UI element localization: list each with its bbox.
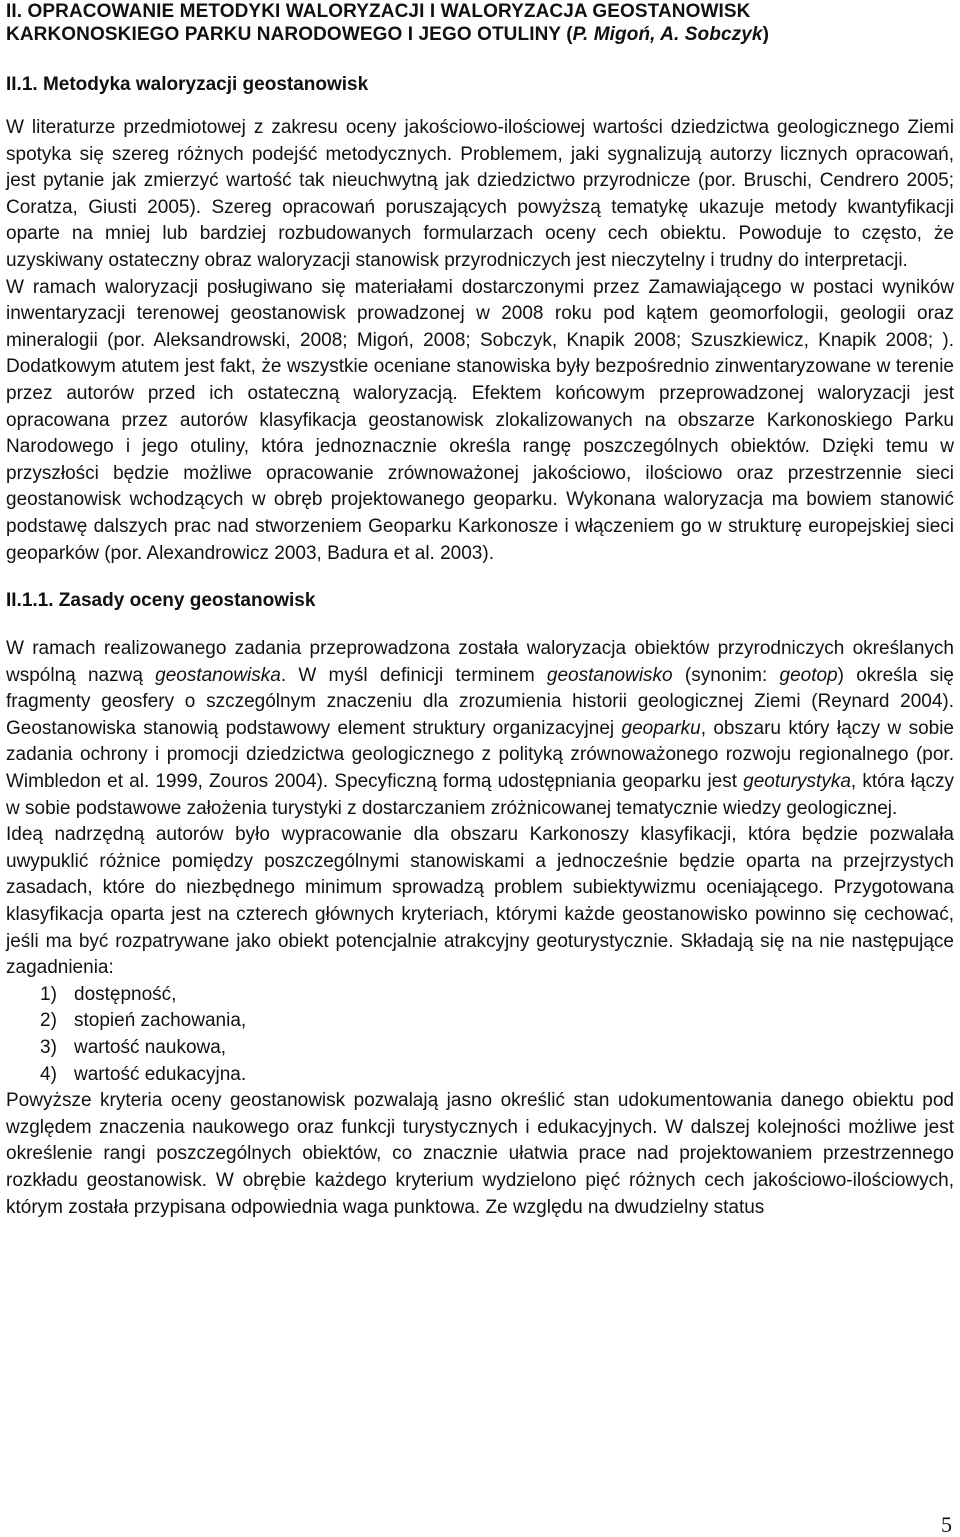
list-item-text: wartość edukacyjna.	[74, 1063, 247, 1085]
subsection-paragraph-3: Powyższe kryteria oceny geostanowisk pozwalają jasno określić stan udokumentowania danego obiektu pod względem znaczenia naukowego oraz funkcji turystycznych i edukacyjnych. W dalszej kolejności możliwe jest określenie rangi poszczególnych obiektów, co znacznie ułatwia prace nad projektowaniem przestrzennego rozkładu geostanowisk. W obrębie każdego kryterium wydzielono pięć różnych cech jakościowo-ilościowych, którym została przypisana odpowiednia waga punktowa. Ze względu na dwudzielny status	[6, 1090, 954, 1218]
text-run: . W myśl definicji terminem	[280, 664, 547, 686]
subsection-heading: II.1.1. Zasady oceny geostanowisk	[6, 590, 316, 612]
chapter-title-line2	[6, 23, 954, 46]
section-heading: II.1. Metodyka waloryzacji geostanowisk	[6, 74, 369, 95]
text-run: (synonim:	[672, 664, 780, 686]
chapter-authors: P. Migoń, A. Sobczyk	[572, 24, 763, 45]
chapter-title-main: KARKONOSKIEGO PARKU NARODOWEGO I JEGO OTULINY (	[6, 24, 573, 45]
list-item-number: 2)	[40, 1010, 57, 1032]
text-run: , obszaru który łączy w sobie zadania ochrony i promocji dziedzictwa geologicznego z polityką zrównoważonego rozwoju regionalnego (por. Wimbledon et al. 1999, Zouros 2004). Specyficzną formą udostępniania geoparku jest	[6, 717, 954, 793]
section-paragraph-1: W literaturze przedmiotowej z zakresu oceny jakościowo-ilościowej wartości dziedzictwa geologicznego Ziemi spotyka się szereg różnych podejść metodycznych. Problemem, jaki sygnalizują autorzy licznych opracowań, jest pytanie jak zmierzyć wartość tak nieuchwytną jak dziedzictwo przyrodnicze (por. Bruschi, Cendrero 2005; Coratza, Giusti 2005). Szereg opracowań poruszających powyższą tematykę ukazuje metody kwantyfikacji oparte na mniej lub bardziej rozbudowanych formularzach oceny cech obiektu. Powoduje to często, że uzyskiwany ostateczny obraz waloryzacji stanowisk przyrodniczych jest nieczytelny i trudny do interpretacji.	[6, 117, 954, 271]
term-geostanowisko: geostanowisko	[546, 664, 673, 686]
list-item-number: 1)	[40, 983, 57, 1005]
text-run: ) określa się fragmenty geosfery o szczególnym znaczeniu dla zrozumienia historii geologicznej Ziemi (Reynard 2004). Geostanowiska stanowią podstawowy element struktury organizacyjnej	[6, 664, 954, 739]
list-item-number: 3)	[40, 1037, 57, 1058]
term-geostanowiska: geostanowiska	[155, 664, 281, 686]
page-number: 5	[941, 1512, 952, 1537]
term-geoparku: geoparku	[621, 717, 701, 739]
chapter-title-line1: II. OPRACOWANIE METODYKI WALORYZACJI I WALORYZACJA GEOSTANOWISK	[6, 1, 751, 22]
list-item	[6, 1035, 954, 1062]
section-paragraph-2: W ramach waloryzacji posługiwano się materiałami dostarczonymi przez Zamawiającego w postaci wyników inwentaryzacji terenowej geostanowisk prowadzonej w 2008 roku pod kątem geomorfologii, geologii oraz mineralogii (por. Aleksandrowski, 2008; Migoń, 2008; Sobczyk, Knapik 2008; Szuszkiewicz, Knapik 2008; ). Dodatkowym atutem jest fakt, że wszystkie oceniane stanowiska były bezpośrednio zinwentaryzowane w terenie przez autorów przed ich ostateczną waloryzacją. Efektem końcowym przeprowadzonej waloryzacji jest opracowana przez autorów klasyfikacja geostanowisk zlokalizowanych na obszarze Karkonoskiego Parku Narodowego i jego otuliny, która jednoznacznie określa rangę poszczególnych obiektów. Dzięki temu w przyszłości będzie możliwe opracowanie zrównoważonej jakościowo, ilościowo oraz przestrzennie sieci geostanowisk wchodzących w obręb projektowanego geoparku. Wykonana waloryzacja ma bowiem stanowić podstawę dalszych prac nad stworzeniem Geoparku Karkonosze i włączeniem go w strukturę europejskiej sieci geoparków (por. Alexandrowicz 2003, Badura et al. 2003).	[6, 276, 954, 564]
subsection-paragraph-2: Ideą nadrzędną autorów było wypracowanie dla obszaru Karkonoszy klasyfikacji, która będzie pozwalała uwypuklić różnice pomiędzy poszczególnymi stanowiskami a jednocześnie będzie oparta na przejrzystych zasadach, które do niezbędnego minimum sprowadzą problem subiektywizmu oceniającego. Przygotowana klasyfikacja oparta jest na czterech głównych kryteriach, którymi każde geostanowisko powinno się cechować, jeśli ma być rozpatrywane jako obiekt potencjalnie atrakcyjny geoturystycznie. Składają się na nie następujące zagadnienia:	[6, 824, 954, 979]
list-item-text: wartość naukowa,	[74, 1037, 227, 1058]
chapter-title	[6, 0, 954, 46]
list-item-text: dostępność,	[74, 983, 177, 1005]
subsection-paragraph-1	[6, 636, 954, 822]
criteria-list	[6, 982, 954, 1088]
text-run: , która łączy w sobie podstawowe założenia turystyki z dostarczaniem zróżnicowanej tematycznie wiedzy geologicznej.	[6, 771, 954, 819]
list-item-number: 4)	[40, 1063, 57, 1085]
chapter-title-end: )	[762, 24, 769, 45]
list-item-text: stopień zachowania,	[74, 1010, 247, 1032]
list-item	[6, 1062, 954, 1089]
text-run: W ramach realizowanego zadania przeprowadzona została waloryzacja obiektów przyrodniczych określanych wspólną nazwą	[6, 638, 954, 686]
term-geotop: geotop	[779, 664, 838, 686]
term-geoturystyka: geoturystyka	[743, 771, 851, 793]
list-item	[6, 1008, 954, 1035]
list-item	[6, 982, 954, 1009]
document-page	[6, 0, 954, 1221]
